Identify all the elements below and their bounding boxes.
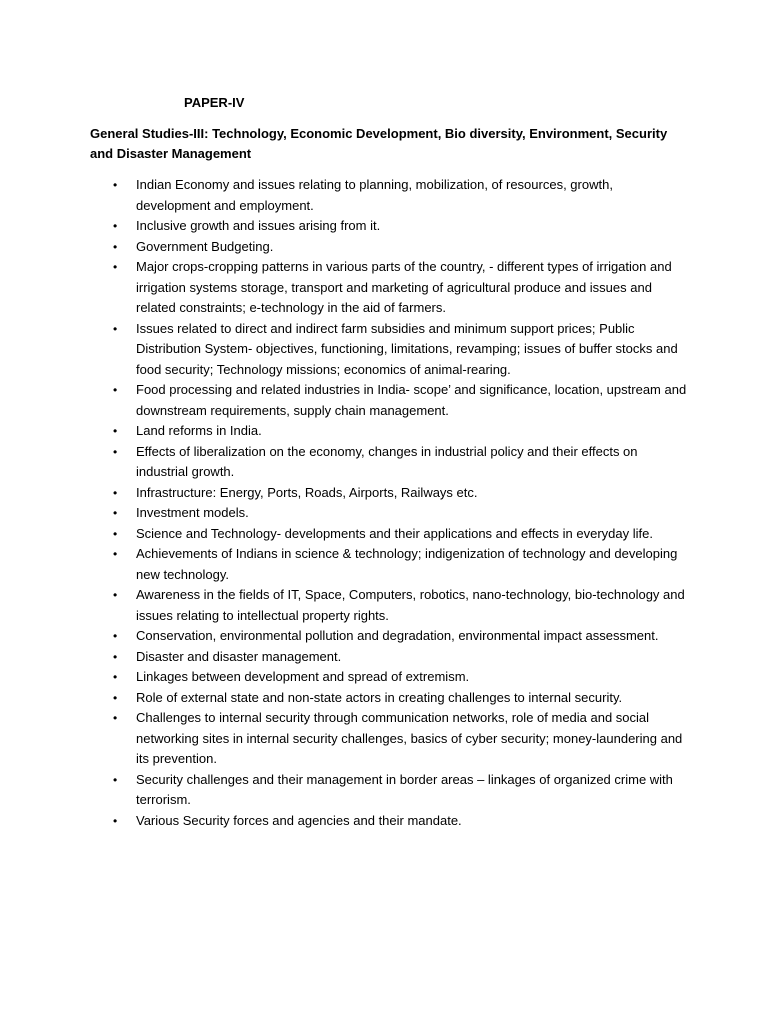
bullet-icon: • [113, 383, 118, 397]
list-item-text: Science and Technology- developments and their applications and effects in everyday life. [136, 525, 653, 541]
bullet-icon: • [113, 424, 118, 438]
bullet-icon: • [113, 506, 118, 520]
list-item [90, 708, 690, 770]
list-item-text: Security challenges and their management in border areas – linkages of organized crime with terrorism. [136, 771, 673, 807]
list-item-text: Achievements of Indians in science & technology; indigenization of technology and developing new technology. [136, 546, 678, 582]
list-item [90, 257, 690, 319]
list-item [90, 647, 690, 668]
list-item-text: Land reforms in India. [136, 423, 262, 438]
list-item [90, 544, 690, 585]
list-item-text: Challenges to internal security through communication networks, role of media and social networking sites in internal security challenges, basics of cyber security; money-laundering and its prevention. [136, 710, 683, 766]
bullet-icon: • [113, 670, 118, 684]
bullet-icon: • [113, 711, 118, 725]
list-item-text: Indian Economy and issues relating to planning, mobilization, of resources, growth, development and employment. [136, 177, 613, 213]
list-item [90, 175, 690, 216]
bullet-icon: • [113, 178, 118, 192]
list-item [90, 811, 690, 832]
list-item-text: Major crops-cropping patterns in various parts of the country, - different types of irrigation and irrigation systems storage, transport and marketing of agricultural produce and issues and related constraints; e-technology in the aid of farmers. [136, 259, 672, 315]
list-item [90, 216, 690, 237]
list-item [90, 483, 690, 504]
list-item [90, 688, 690, 709]
bullet-icon: • [113, 690, 118, 705]
bullet-icon: • [113, 588, 118, 602]
list-item-text: Role of external state and non-state actors in creating challenges to internal security. [136, 689, 623, 705]
list-item [90, 585, 690, 626]
bullet-icon: • [113, 444, 118, 459]
bullet-icon: • [113, 260, 118, 274]
list-item-text: Inclusive growth and issues arising from it. [136, 218, 381, 233]
list-item-text: Issues related to direct and indirect farm subsidies and minimum support prices; Public Distribution System- objectives, functioning, limitations, revamping; issues of buffer stocks and food security; Technology missions; economics of animal-rearing. [136, 320, 678, 377]
list-item [90, 319, 690, 381]
bullet-icon: • [113, 219, 118, 233]
paper-title: PAPER-IV [184, 95, 245, 110]
bullet-icon: • [113, 629, 118, 643]
list-item-text: Conservation, environmental pollution and degradation, environmental impact assessment. [136, 628, 659, 643]
list-item [90, 770, 690, 811]
list-item-text: Disaster and disaster management. [136, 648, 342, 664]
list-item [90, 380, 690, 421]
bullet-icon: • [113, 485, 118, 500]
bullet-icon: • [113, 813, 118, 828]
list-item-text: Government Budgeting. [136, 238, 274, 254]
bullet-icon: • [113, 321, 118, 336]
bullet-icon: • [113, 547, 118, 561]
topic-list [90, 175, 690, 831]
bullet-icon: • [113, 772, 118, 787]
list-item-text: Awareness in the fields of IT, Space, Computers, robotics, nano-technology, bio-technology and issues relating to intellectual property rights. [136, 587, 685, 623]
list-item [90, 237, 690, 258]
list-item [90, 421, 690, 442]
list-item [90, 503, 690, 524]
list-item [90, 524, 690, 545]
list-item-text: Investment models. [136, 505, 249, 520]
list-item-text: Various Security forces and agencies and their mandate. [136, 812, 462, 828]
list-item-text: Food processing and related industries in India- scope’ and significance, location, upstream and downstream requirements, supply chain management. [136, 382, 687, 418]
section-heading: General Studies-III: Technology, Economic Development, Bio diversity, Environment, Security and Disaster Management [90, 126, 668, 161]
list-item [90, 442, 690, 483]
bullet-icon: • [113, 526, 118, 541]
bullet-icon: • [113, 239, 118, 254]
bullet-icon: • [113, 649, 118, 664]
list-item-text: Effects of liberalization on the economy, changes in industrial policy and their effects on industrial growth. [136, 443, 638, 479]
list-item-text: Infrastructure: Energy, Ports, Roads, Airports, Railways etc. [136, 484, 478, 500]
list-item [90, 626, 690, 647]
list-item [90, 667, 690, 688]
list-item-text: Linkages between development and spread of extremism. [136, 669, 470, 684]
